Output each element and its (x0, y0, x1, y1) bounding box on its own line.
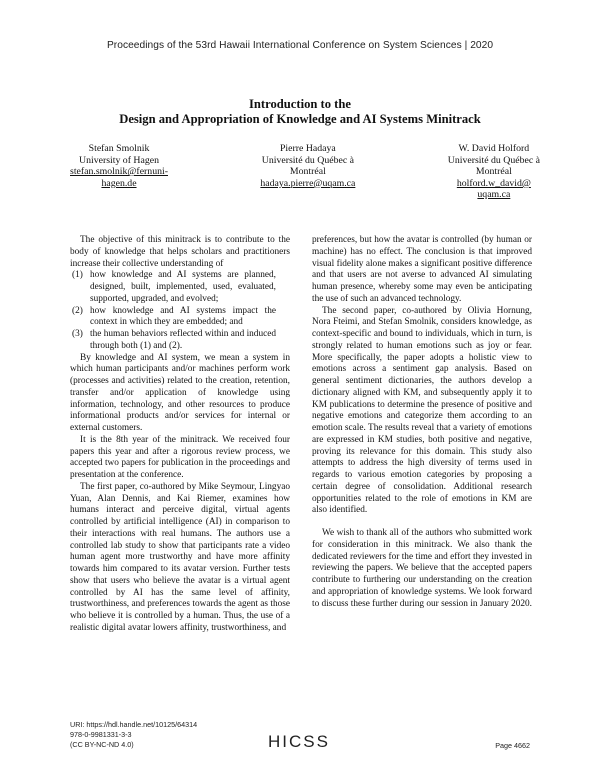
author-affiliation-city: Montréal (289, 166, 326, 178)
first-paper-paragraph: The first paper, co-authored by Mike Seymour, Lingyao Yuan, Alan Dennis, and Kai Riemer, examines how humans interact and perceive digital, virtual agents controlled by artificial intelligence (AI) in comparison to their interactions with real humans. The authors use a controlled lab study to show that participants rate a video human agent more trustworthy and have more affinity towards him compared to its avatar version. Further tests show that users who believe the avatar is a virtual agent controlled by AI has the same level of affinity, trustworthiness, and preferences towards the agent as those who believe it is controlled by a human. Thus, the use of a realistic digital avatar lowers affinity, trustworthiness, and (70, 481, 290, 633)
list-item (70, 270, 290, 305)
year-paragraph: It is the 8th year of the minitrack. We received four papers this year and after a rigorous review process, we accepted two papers for publication in the proceedings and presentation at the conference. (70, 434, 290, 480)
author-email-link[interactable]: hadaya.pierre@uqam.ca (260, 177, 356, 189)
page-number: Page 4662 (495, 741, 530, 750)
author-affiliation-city: Montréal (475, 166, 512, 178)
title-line-1: Introduction to the (249, 97, 351, 111)
author-name: Stefan Smolnik (88, 143, 150, 154)
list-number: (1) (72, 270, 83, 281)
second-paper-paragraph: The second paper, co-authored by Olivia Hornung, Nora Fteimi, and Stefan Smolnik, considers knowledge, as context-specific and bound to individuals, which in turn, is strongly related to human emotions such as joy or fear. More specifically, the paper adopts a holistic view to emotions across a sentiment gap analysis. Based on general sentiment dictionaries, the authors develop a dictionary aligned with KM, and subsequently apply it to KM publications to determine the presence of positive and negative emotions and categorize them according to an emotion scale. The results reveal that a variety of emotions are expressed in KM studies, both positive and negative, proving its relevance for this domain. This study also attempts to address the high diversity of terms used in regards to various emotion categories by proposing a certain degree of consolidation. Additional research opportunities related to the role of emotions in KM are also identified. (312, 305, 532, 516)
author-holford (448, 143, 540, 201)
author-email-link-cont[interactable]: uqam.ca (477, 189, 511, 201)
author-name: Pierre Hadaya (279, 143, 336, 154)
first-paper-continued: preferences, but how the avatar is controlled (by human or machine) has no effect. The conclusion is that improved visual fidelity alone makes a significant positive difference and that users are not averse to advanced AI simulating human presence, whereby some may even be anticipating the use of such an advanced technology. (312, 235, 532, 304)
list-text: how knowledge and AI systems impact the context in which they are embedded; and (90, 305, 276, 328)
author-email-link[interactable]: holford.w_david@ (456, 177, 531, 189)
author-email-link-cont[interactable]: hagen.de (101, 177, 137, 189)
author-smolnik (70, 143, 168, 201)
list-item (70, 306, 290, 330)
definition-paragraph: By knowledge and AI system, we mean a system in which human participants and/or machines perform work (processes and activities) related to the creation, retention, transfer and/or application of knowledge using information, technology, and other resources to produce informational products and/or services for internal or external customers. (70, 352, 290, 433)
objective-paragraph: The objective of this minitrack is to contribute to the body of knowledge that helps scholars and practitioners increase their collective understanding of (70, 235, 290, 269)
left-column (70, 235, 290, 635)
author-block (70, 143, 540, 201)
paper-title (0, 97, 600, 126)
hicss-logo: HICSS (268, 732, 330, 751)
list-item (70, 329, 290, 353)
author-email-link[interactable]: stefan.smolnik@fernuni- (70, 166, 168, 178)
proceedings-header: Proceedings of the 53rd Hawaii International Conference on System Sciences | 2020 (106, 40, 494, 51)
footer-uri[interactable]: URI: https://hdl.handle.net/10125/64314 (70, 720, 198, 729)
list-text: how knowledge and AI systems are planned, designed, built, implemented, used, evaluated, supported, upgraded, and evolved; (90, 270, 276, 304)
title-line-2: Design and Appropriation of Knowledge and AI Systems Minitrack (119, 111, 481, 126)
author-affiliation: University of Hagen (79, 154, 159, 166)
author-affiliation: Université du Québec à (261, 154, 354, 166)
footer-license: (CC BY-NC-ND 4.0) (70, 740, 134, 750)
right-column (312, 235, 532, 610)
author-hadaya (260, 143, 355, 201)
footer-isbn: 978-0-9981331-3-3 (70, 730, 132, 740)
footer-metadata (70, 720, 197, 751)
list-number: (2) (72, 305, 83, 316)
objective-list (70, 270, 290, 352)
author-affiliation: Université du Québec à (447, 154, 540, 166)
list-number: (3) (72, 329, 83, 339)
list-text: the human behaviors reflected within and induced through both (1) and (2). (90, 329, 276, 351)
author-name: W. David Holford (458, 143, 530, 154)
acknowledgement-paragraph: We wish to thank all of the authors who submitted work for consideration in this minitrack. We also thank the dedicated reviewers for the time and effort they invested in reviewing the papers. We believe that the accepted papers contribute to furthering our understanding on the creation and appropriation of knowledge systems. We look forward to discuss these further during our session in January 2020. (312, 528, 532, 609)
